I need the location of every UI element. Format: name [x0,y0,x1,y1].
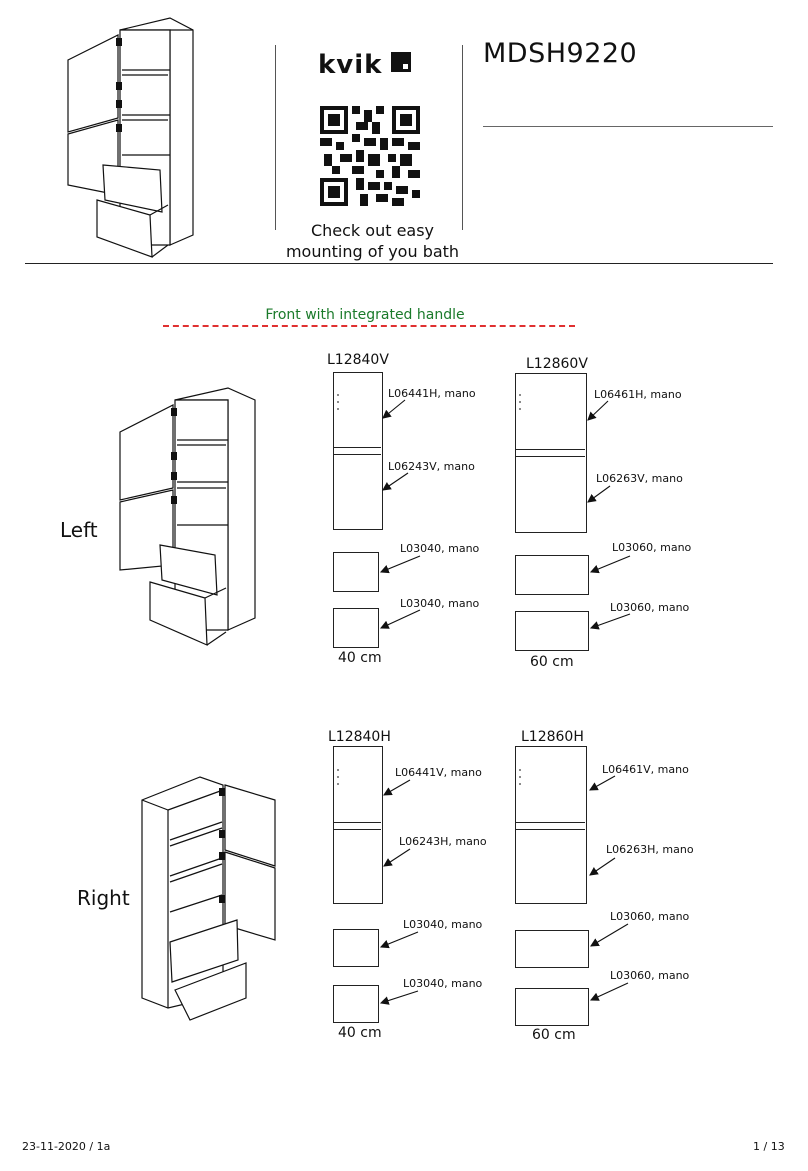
left-40-door-split [333,447,381,455]
left-40-part-drawer1: L03040, mano [400,542,480,555]
left-60-drawer2 [515,611,589,651]
right-40-door-split [333,822,381,830]
left-40-code: L12840V [327,352,389,368]
right-60-part-drawer2: L03060, mano [610,969,690,982]
right-40-width: 40 cm [338,1025,382,1041]
left-40-width: 40 cm [338,650,382,666]
section-title-dashes [163,325,575,327]
left-60-code: L12860V [526,356,588,372]
header-rule [25,263,773,264]
left-60-drawer1 [515,555,589,595]
footer-date: 23-11-2020 / 1a [22,1140,111,1153]
left-40-part-door-bottom: L06243V, mano [388,460,475,473]
right-60-part-door-top: L06461V, mano [602,763,689,776]
model-number: MDSH9220 [483,38,638,69]
right-60-part-drawer1: L03060, mano [610,910,690,923]
slogan [280,220,465,262]
section-title: Front with integrated handle [265,307,465,323]
qr-code[interactable] [320,106,420,206]
brand-logo: kvik [318,50,383,80]
right-40-part-door-top: L06441V, mano [395,766,482,779]
left-40-part-door-top: L06441H, mano [388,387,476,400]
right-60-part-door-bottom: L06263H, mano [606,843,694,856]
right-40-part-drawer1: L03040, mano [403,918,483,931]
brand-logo-mark [391,52,411,72]
left-60-part-drawer2: L03060, mano [610,601,690,614]
right-60-drawer2 [515,988,589,1026]
footer-page-number: 1 / 13 [753,1140,785,1153]
right-60-door-split [515,822,585,830]
right-label: Right [77,886,130,910]
slogan-line1: Check out easy [310,221,435,240]
right-40-code: L12840H [328,729,391,745]
right-60-code: L12860H [521,729,584,745]
left-60-part-door-bottom: L06263V, mano [596,472,683,485]
header-divider-left [275,45,276,230]
left-60-part-door-top: L06461H, mano [594,388,682,401]
left-60-part-drawer1: L03060, mano [612,541,692,554]
left-40-drawer1 [333,552,379,592]
right-40-part-door-bottom: L06243H, mano [399,835,487,848]
right-60-drawer1 [515,930,589,968]
left-label: Left [60,518,98,542]
model-underline [483,126,773,127]
right-40-drawer1 [333,929,379,967]
left-60-door-split [515,449,585,457]
right-60-width: 60 cm [532,1027,576,1043]
header-divider-right [462,45,463,230]
right-40-part-drawer2: L03040, mano [403,977,483,990]
left-60-width: 60 cm [530,654,574,670]
left-40-drawer2 [333,608,379,648]
right-40-drawer2 [333,985,379,1023]
slogan-line2: mounting of you bath [285,242,460,261]
left-40-part-drawer2: L03040, mano [400,597,480,610]
